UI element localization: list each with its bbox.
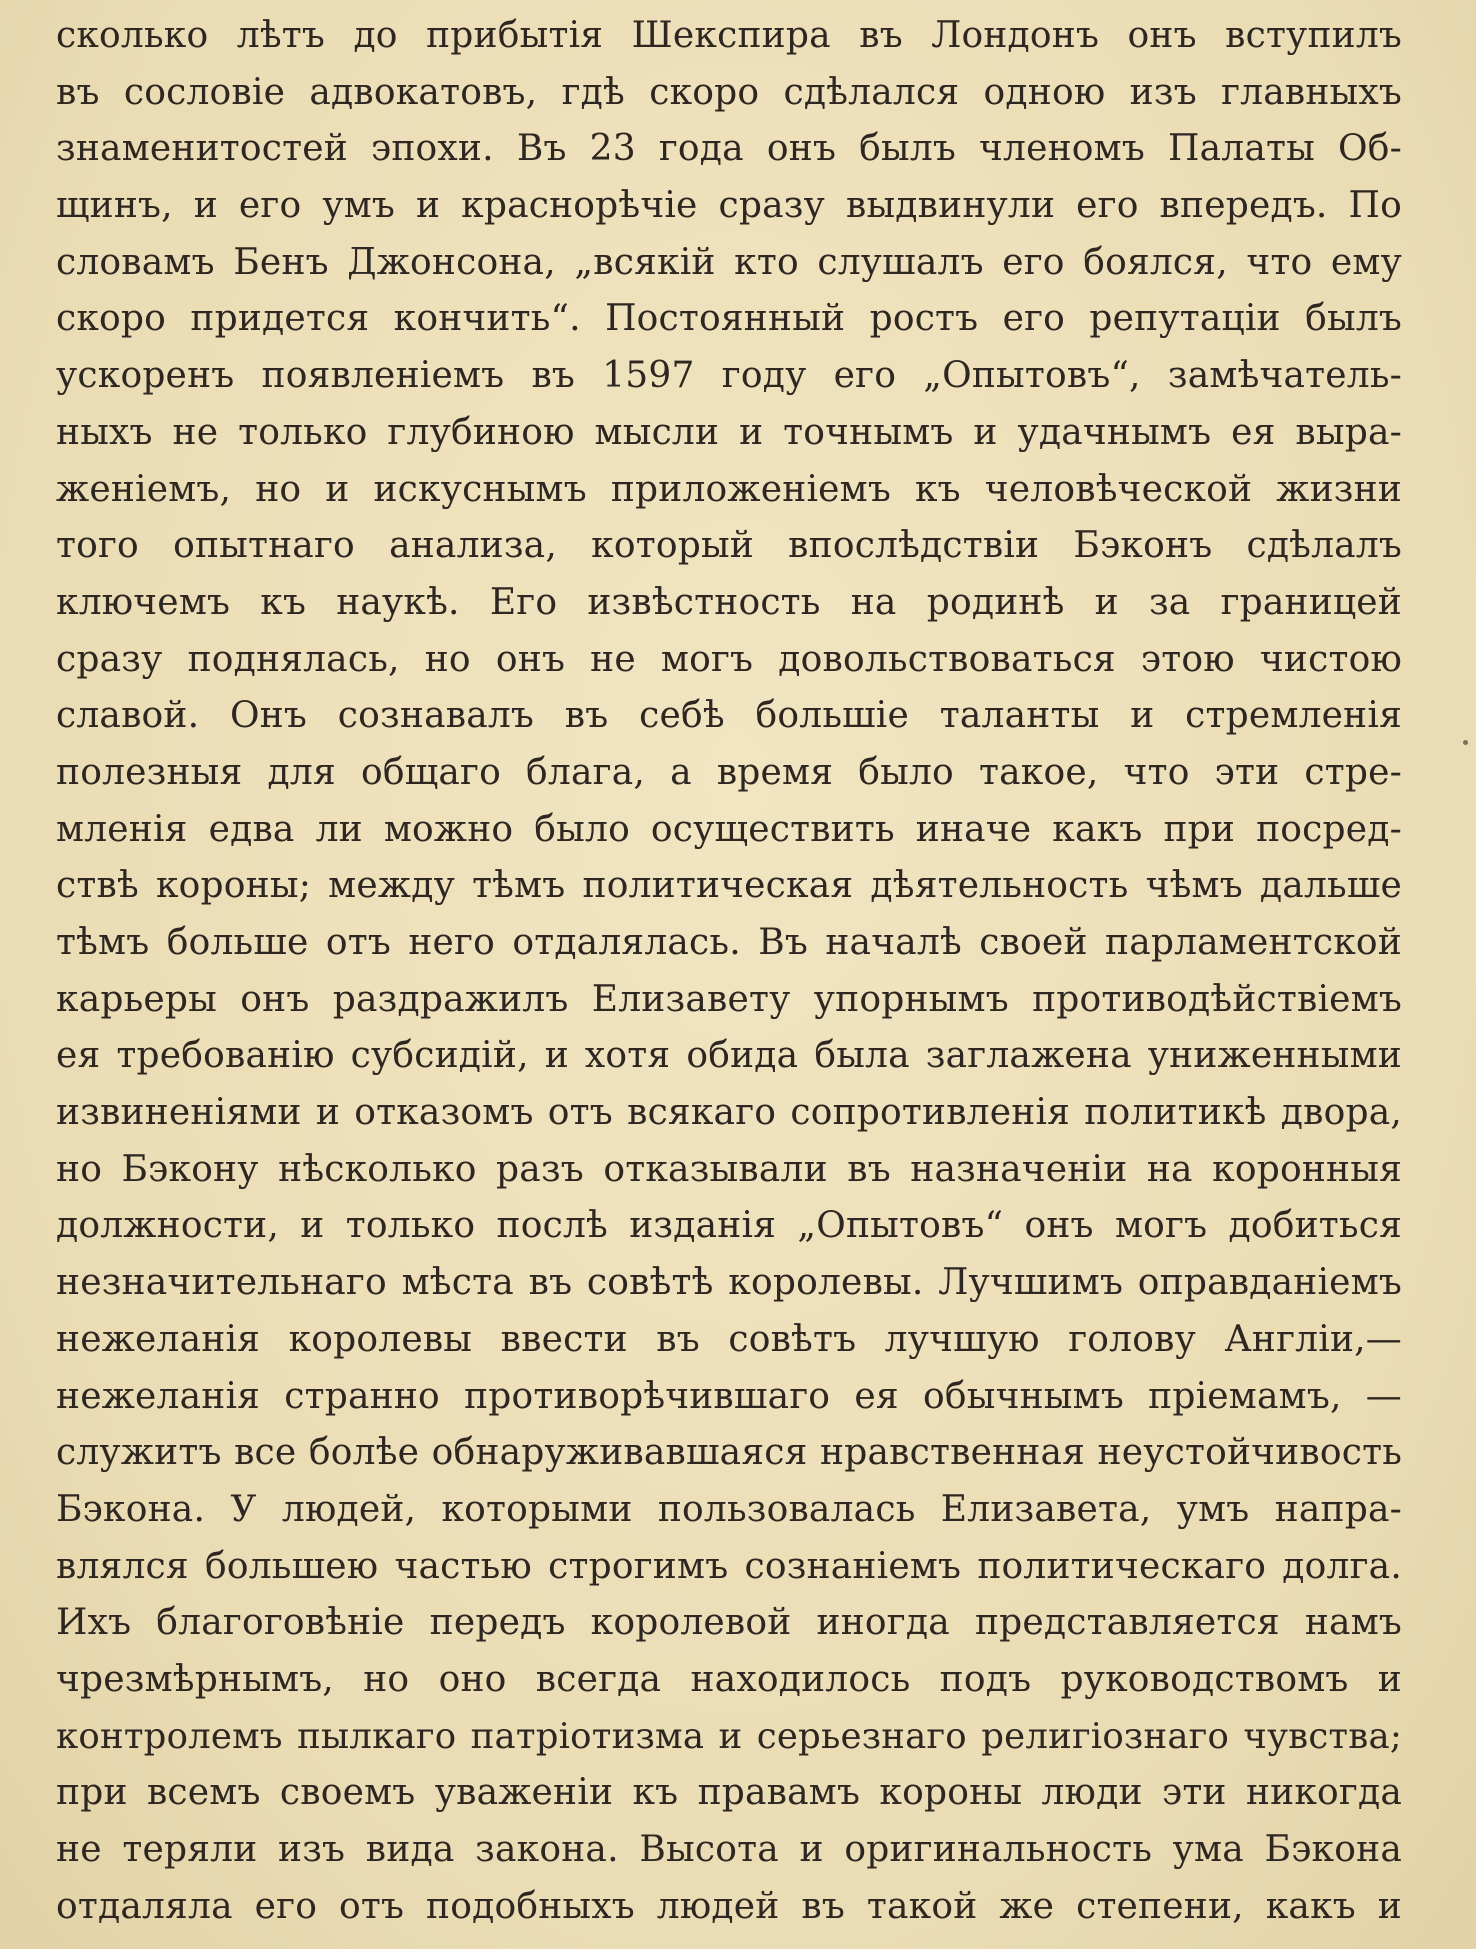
text-line: сразу поднялась, но онъ не могъ довольствоваться этою чистою: [56, 638, 1402, 680]
text-line: ствѣ короны; между тѣмъ политическая дѣятельность чѣмъ дальше: [56, 865, 1402, 907]
text-line: извиненіями и отказомъ отъ всякаго сопротивленія политикѣ двора,: [56, 1092, 1402, 1134]
text-line: скоро придется кончить“. Постоянный ростъ его репутаціи былъ: [56, 298, 1402, 340]
text-line: ключемъ къ наукѣ. Его извѣстность на родинѣ и за границей: [56, 581, 1402, 623]
text-line: женіемъ, но и искуснымъ приложеніемъ къ человѣческой жизни: [56, 468, 1402, 510]
text-line: контролемъ пылкаго патріотизма и серьезнаго религіознаго чувства;: [56, 1715, 1402, 1757]
text-line: тѣмъ больше отъ него отдалялась. Въ началѣ своей парламентской: [56, 922, 1402, 963]
text-line: нежеланія странно противорѣчившаго ея обычнымъ пріемамъ, —: [56, 1375, 1402, 1417]
text-line: должности, и только послѣ изданія „Опытовъ“ онъ могъ добиться: [56, 1205, 1402, 1247]
text-line: нежеланія королевы ввести въ совѣтъ лучшую голову Англіи,—: [56, 1318, 1402, 1360]
text-line: влялся большею частью строгимъ сознаніемъ политическаго долга.: [56, 1545, 1402, 1587]
text-line: полезныя для общаго блага, а время было такое, что эти стре-: [56, 751, 1402, 793]
text-line: карьеры онъ раздражилъ Елизавету упорнымъ противодѣйствіемъ: [56, 978, 1402, 1020]
text-line: ускоренъ появленіемъ въ 1597 году его „Опытовъ“, замѣчатель-: [56, 355, 1402, 397]
text-line: того опытнаго анализа, который впослѣдствіи Бэконъ сдѣлалъ: [56, 525, 1402, 567]
text-line: знаменитостей эпохи. Въ 23 года онъ былъ членомъ Палаты Об-: [56, 128, 1402, 170]
text-line: мленія едва ли можно было осуществить иначе какъ при посред-: [56, 808, 1402, 850]
text-line: незначительнаго мѣста въ совѣтѣ королевы. Лучшимъ оправданіемъ: [56, 1262, 1402, 1304]
text-line: но Бэкону нѣсколько разъ отказывали въ назначеніи на коронныя: [56, 1148, 1402, 1190]
text-line: служитъ все болѣе обнаруживавшаяся нравственная неустойчивость: [56, 1432, 1402, 1474]
text-line: ныхъ не только глубиною мысли и точнымъ и удачнымъ ея выра-: [56, 411, 1402, 453]
text-line: славой. Онъ сознавалъ въ себѣ большіе таланты и стремленія: [56, 695, 1402, 737]
text-line: чрезмѣрнымъ, но оно всегда находилось подъ руководствомъ и: [56, 1658, 1402, 1700]
text-line: словамъ Бенъ Джонсона, „всякій кто слушалъ его боялся, что ему: [56, 241, 1402, 283]
margin-mark: [1463, 740, 1468, 745]
text-line: Ихъ благоговѣніе передъ королевой иногда представляется намъ: [56, 1602, 1402, 1644]
text-line: при всемъ своемъ уваженіи къ правамъ короны люди эти никогда: [56, 1772, 1402, 1814]
body-text: [56, 8, 1402, 1935]
text-line: отдаляла его отъ подобныхъ людей въ такой же степени, какъ и: [56, 1885, 1402, 1927]
text-line: въ сословіе адвокатовъ, гдѣ скоро сдѣлался одною изъ главныхъ: [56, 71, 1402, 113]
text-line: сколько лѣтъ до прибытія Шекспира въ Лондонъ онъ вступилъ: [56, 15, 1402, 56]
text-line: Бэкона. У людей, которыми пользовалась Елизавета, умъ напра-: [56, 1488, 1402, 1530]
text-line: не теряли изъ вида закона. Высота и оригинальность ума Бэкона: [56, 1829, 1402, 1870]
text-line: ея требованію субсидій, и хотя обида была заглажена униженными: [56, 1035, 1402, 1077]
text-line: щинъ, и его умъ и краснорѣчіе сразу выдвинули его впередъ. По: [56, 185, 1402, 227]
